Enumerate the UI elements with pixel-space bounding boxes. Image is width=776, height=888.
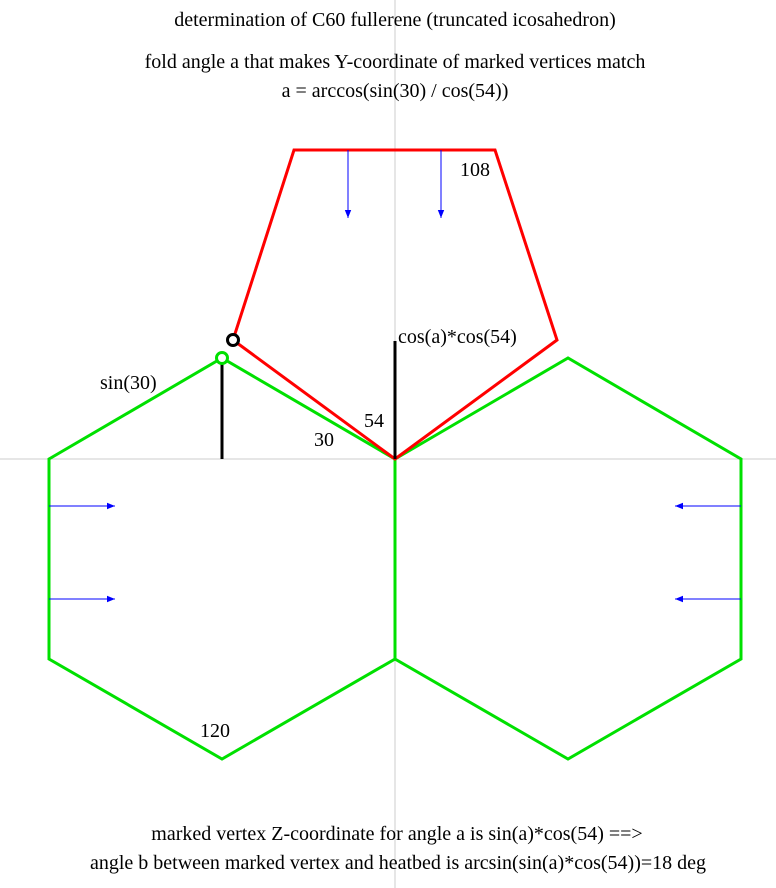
angle-54-label: 54 [364,410,384,432]
formula: a = arccos(sin(30) / cos(54)) [281,80,509,102]
angle-108-label: 108 [460,159,490,181]
title: determination of C60 fullerene (truncated icosahedron) [174,9,616,31]
subtitle: fold angle a that makes Y-coordinate of marked vertices match [144,51,646,73]
footer-line-2: angle b between marked vertex and heatbed is arcsin(sin(a)*cos(54))=18 deg [89,852,707,874]
footer-line-1: marked vertex Z-coordinate for angle a is sin(a)*cos(54) ==> [151,823,643,845]
angle-30-label: 30 [314,429,334,451]
marked-vertex-pentagon [228,335,239,346]
angle-120-label: 120 [200,720,230,742]
sin30-label: sin(30) [100,372,157,394]
marked-vertex-hexagon [217,353,228,364]
cos-expression-label: cos(a)*cos(54) [398,326,517,348]
right-hexagon [395,358,741,759]
